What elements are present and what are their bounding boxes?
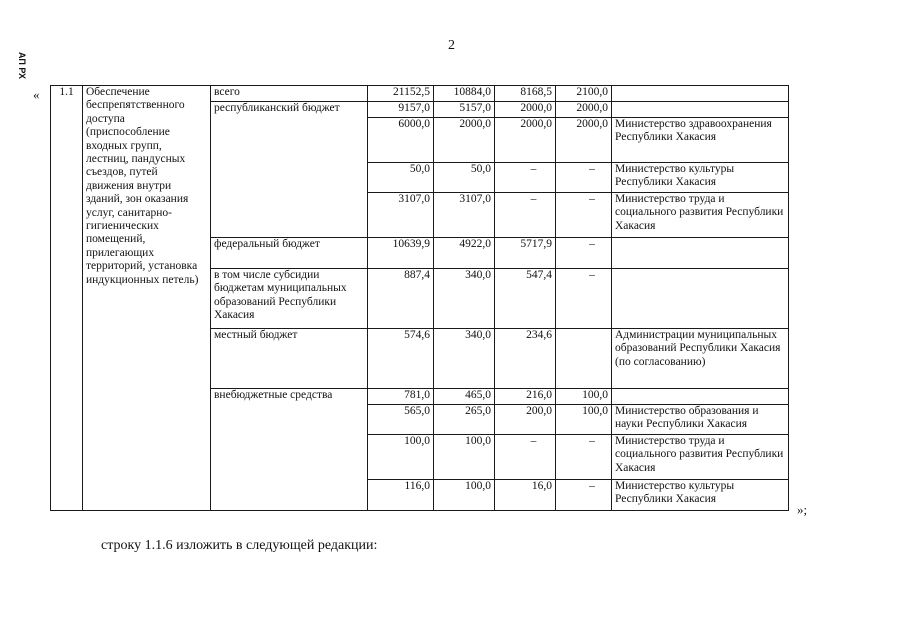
source-extra: внебюджетные средства [211,389,368,511]
executor [612,102,789,118]
value-year-2: – [495,163,556,193]
page-number: 2 [448,38,455,53]
value-year-3: – [556,238,612,269]
measure-name: Обеспечение беспрепятственного доступа (приспособление входных групп, лестниц, пандусных съездов, путей движения внутри зданий, зон оказания услуг, санитарно-гигиенических помещений, прилегающих территорий, установка индукционных петель) [83,86,211,511]
value-year-3: – [556,193,612,238]
source-federal: федеральный бюджет [211,238,368,269]
value-year-2: 200,0 [495,405,556,435]
value-year-1: 465,0 [434,389,495,405]
value-year-1: 10884,0 [434,86,495,102]
value-year-2: – [495,435,556,480]
value-total: 3107,0 [368,193,434,238]
value-year-3: 2100,0 [556,86,612,102]
value-total: 116,0 [368,480,434,511]
value-year-1: 100,0 [434,480,495,511]
value-year-1: 340,0 [434,329,495,389]
executor [612,269,789,329]
value-year-1: 5157,0 [434,102,495,118]
value-year-2: 5717,9 [495,238,556,269]
value-year-3: – [556,435,612,480]
executor: Министерство культуры Республики Хакасия [612,480,789,511]
value-total: 574,6 [368,329,434,389]
value-year-1: 50,0 [434,163,495,193]
value-total: 887,4 [368,269,434,329]
value-year-1: 4922,0 [434,238,495,269]
value-year-3: 100,0 [556,405,612,435]
value-year-2: 234,6 [495,329,556,389]
value-year-2: 8168,5 [495,86,556,102]
value-total: 9157,0 [368,102,434,118]
value-year-3: – [556,163,612,193]
program-table [50,85,789,511]
table-row [51,86,789,102]
value-year-2: 16,0 [495,480,556,511]
value-total: 565,0 [368,405,434,435]
value-year-3: 100,0 [556,389,612,405]
value-year-1: 3107,0 [434,193,495,238]
value-year-2: 2000,0 [495,118,556,163]
value-total: 100,0 [368,435,434,480]
closing-quote: »; [797,502,808,517]
value-year-2: 216,0 [495,389,556,405]
source-local: местный бюджет [211,329,368,389]
value-total: 50,0 [368,163,434,193]
row-number: 1.1 [51,86,83,511]
value-year-3: 2000,0 [556,102,612,118]
executor [612,86,789,102]
executor: Министерство образования и науки Республики Хакасия [612,405,789,435]
instruction-text: строку 1.1.6 изложить в следующей редакции: [101,538,378,553]
value-year-2: 547,4 [495,269,556,329]
margin-mark: АП РХ [17,52,27,80]
value-year-1: 2000,0 [434,118,495,163]
source-total: всего [211,86,368,102]
source-subsidies: в том числе субсидии бюджетам муниципальных образований Республики Хакасия [211,269,368,329]
source-republic: республиканский бюджет [211,102,368,238]
executor: Администрации муниципальных образований Республики Хакасия (по согласованию) [612,329,789,389]
value-year-3: – [556,480,612,511]
value-year-2: – [495,193,556,238]
executor: Министерство культуры Республики Хакасия [612,163,789,193]
executor: Министерство труда и социального развития Республики Хакасия [612,193,789,238]
value-year-3 [556,329,612,389]
executor [612,389,789,405]
value-year-2: 2000,0 [495,102,556,118]
executor [612,238,789,269]
value-year-1: 340,0 [434,269,495,329]
opening-quote: « [33,87,40,102]
value-total: 781,0 [368,389,434,405]
value-year-1: 100,0 [434,435,495,480]
value-total: 6000,0 [368,118,434,163]
value-total: 10639,9 [368,238,434,269]
value-year-1: 265,0 [434,405,495,435]
executor: Министерство труда и социального развития Республики Хакасия [612,435,789,480]
value-year-3: – [556,269,612,329]
value-total: 21152,5 [368,86,434,102]
executor: Министерство здравоохранения Республики Хакасия [612,118,789,163]
value-year-3: 2000,0 [556,118,612,163]
